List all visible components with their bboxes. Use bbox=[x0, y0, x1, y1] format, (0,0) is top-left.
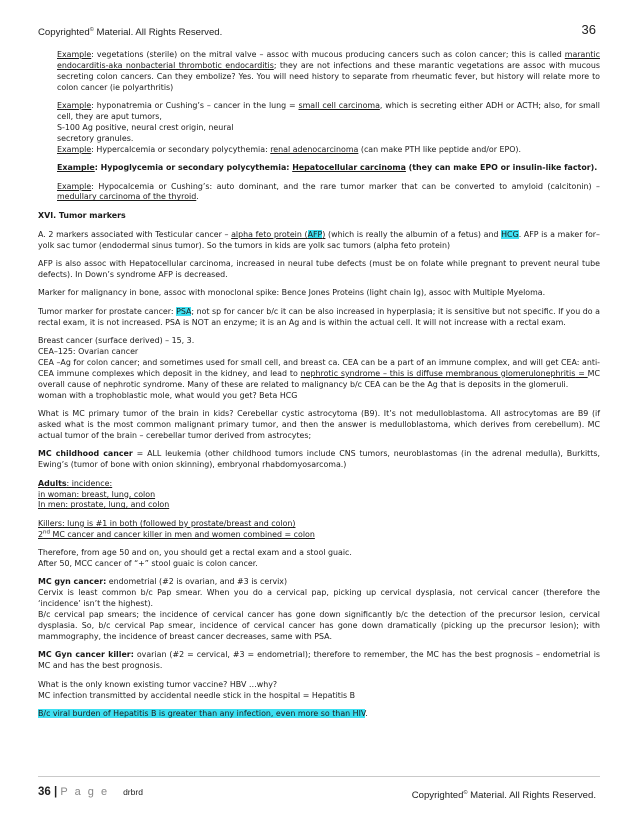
text: endometrial (#2 is ovarian, and #3 is cervix) bbox=[106, 577, 288, 587]
text: : vegetations (sterile) on the mitral valve – assoc with mucous producing cancers such as colon cancer; this is called bbox=[91, 50, 565, 59]
footer-copyright-text-rest: Material. All Rights Reserved. bbox=[467, 790, 596, 801]
text: MC overall cause of nephrotic syndrome. Many of these are related to malignancy b/c CEA can be the Ag that is deposits in the glomeruli. bbox=[38, 368, 600, 389]
text: MC infection transmitted by accidental needle stick in the hospital = Hepatitis B bbox=[38, 690, 356, 700]
paragraph-gyn-killer bbox=[38, 650, 600, 672]
header-copyright-text: Copyrighted bbox=[38, 27, 90, 38]
text: ovarian (#2 = cervical, #3 = endometrial); therefore to remember, the MC has the best prognosis – endometrial is MC and has the best prognosis. bbox=[38, 650, 600, 671]
highlight-hcg: HCG bbox=[501, 229, 519, 239]
paragraph-cea bbox=[38, 336, 600, 401]
text: What is the only known existing tumor vaccine? HBV …why? bbox=[38, 679, 278, 689]
text: , which is secreting either ADH or ACTH; also, for small cell, they are aput tumors, bbox=[57, 101, 600, 122]
text: After 50, MCC cancer of “+” stool guaic is colon cancer. bbox=[38, 559, 258, 569]
ordinal-suffix: nd bbox=[43, 529, 51, 536]
text: : Hypercalcemia or secondary polycythemia: bbox=[91, 144, 271, 154]
header-copyright bbox=[38, 27, 222, 38]
paragraph-hepatitis-b bbox=[38, 709, 600, 720]
footer-page-number: 36 bbox=[38, 786, 51, 798]
header-page-number: 36 bbox=[581, 22, 596, 37]
example-label: Example bbox=[57, 50, 92, 59]
text: secretory granules. bbox=[57, 133, 134, 143]
text: (which is really the albumin of a fetus) and bbox=[325, 229, 502, 239]
paragraph-medullary-example bbox=[38, 182, 600, 204]
term-mc-gyn-cancer: MC gyn cancer: bbox=[38, 577, 107, 587]
paragraph-killers bbox=[38, 519, 600, 541]
paragraph-psa bbox=[38, 307, 600, 329]
example-label: Example bbox=[57, 101, 92, 111]
footer-divider bbox=[38, 776, 600, 777]
text: woman with a trophoblastic mole, what would you get? Beta HCG bbox=[38, 390, 298, 400]
term-alpha-feto-protein: alpha feto protein ( bbox=[231, 229, 308, 239]
paragraph-rectal-exam bbox=[38, 548, 600, 570]
footer-author: drbrd bbox=[123, 787, 143, 797]
text: (can make PTH like peptide and/or EPO). bbox=[358, 144, 522, 154]
text: = ALL leukemia (other childhood tumors include CNS tumors, neuroblastomas (in the adrenal medulla), Burkitts, Ewing’s (tumor of bone with onion skinning), embryonal rhabdomyosarcoma.) bbox=[38, 449, 600, 470]
text: ; they are not infections and these marantic vegetations are assoc with mucous secreting colon cancers. Can they embolize? Yes. You will need history to separate from rheumatic fever, but history will relate more to colon cancer (ie polyarthritis) bbox=[57, 60, 600, 92]
text: CEA –Ag for colon cancer; and sometimes used for small cell, and breast ca. CEA can be a part of an immune complex, and will get CEA: anti-CEA immune complexes which deposit in the kidney, and lead to bbox=[38, 357, 600, 378]
text: Killers: lung is #1 in both (followed by prostate/breast and colon) bbox=[38, 518, 296, 528]
term-medullary-carcinoma: medullary carcinoma of the thyroid bbox=[57, 192, 197, 202]
paragraph-bence-jones: Marker for malignancy in bone, assoc with monoclonal spike: Bence Jones Proteins (light chain Ig), assoc with Multiple Myeloma. bbox=[38, 288, 546, 298]
text: = bbox=[575, 368, 588, 378]
text: : Hypoglycemia or secondary polycythemia: bbox=[94, 163, 293, 173]
text: Tumor marker for prostate cancer: bbox=[38, 306, 177, 316]
term-adults: Adults bbox=[38, 478, 67, 488]
text: Breast cancer (surface derived) – 15, 3. bbox=[38, 336, 195, 346]
footer-copyright bbox=[412, 790, 596, 801]
paragraph-testicular-markers bbox=[38, 230, 600, 252]
text: S-100 Ag positive, neural crest origin, neural bbox=[57, 122, 234, 132]
term-marantic-endocarditis: marantic endocarditis-aka nonbacterial thrombotic endocarditis bbox=[57, 50, 600, 70]
footer-page-label bbox=[38, 786, 143, 798]
paragraph-vaccine bbox=[38, 680, 600, 702]
paragraph-brain-tumor: What is MC primary tumor of the brain in kids? Cerebellar cystic astrocytoma (B9). It’s not medulloblastoma. All astrocytomas are B9 (if asked what is the most common malignant primary tumor, and then the answer is medulloblastoma, which derives from cerebellum). MC actual tumor of the brain – cerebellar tumor derived from astrocytes; bbox=[38, 409, 600, 440]
text: . AFP is a maker for–yolk sac tumor (endodermal sinus tumor). So the tumors in kids are yolk sac tumors (alpha feto protein) bbox=[38, 229, 600, 250]
term-hepatocellular-carcinoma: Hepatocellular carcinoma bbox=[292, 163, 406, 173]
paragraph-small-cell-example bbox=[38, 101, 600, 156]
header-copyright-symbol: © bbox=[89, 26, 94, 33]
text: in woman: breast, lung, colon bbox=[38, 489, 156, 499]
document-body bbox=[38, 50, 600, 727]
section-title-tumor-markers: XVI. Tumor markers bbox=[38, 210, 126, 220]
example-label: Example bbox=[57, 181, 92, 191]
text: Therefore, from age 50 and on, you should get a rectal exam and a stool guaic. bbox=[38, 548, 352, 558]
footer-separator: | bbox=[50, 786, 61, 798]
text: 2 bbox=[38, 529, 44, 539]
text: A. 2 markers associated with Testicular cancer – bbox=[38, 229, 232, 239]
example-label: Example bbox=[57, 144, 92, 154]
text: . bbox=[196, 192, 199, 202]
term-renal-adenocarcinoma: renal adenocarcinoma bbox=[270, 144, 359, 154]
highlight-psa: PSA bbox=[176, 306, 192, 316]
text: ; not sp for cancer b/c it can be also increased in hyperplasia; it is sensitive but not specific. If you do a rectal exam, it is not increased. PSA is NOT an enzyme; it is an Ag and is within the actual cell. It will not increase with a rectal exam. bbox=[38, 306, 600, 327]
text: . bbox=[365, 709, 368, 718]
paragraph-childhood-cancer bbox=[38, 449, 600, 471]
text bbox=[38, 530, 315, 539]
text: : hyponatremia or Cushing’s – cancer in the lung = bbox=[91, 101, 299, 111]
paragraph-hepatocellular-example bbox=[38, 163, 600, 174]
text: ) bbox=[322, 229, 326, 239]
term-mc-childhood-cancer: MC childhood cancer bbox=[38, 449, 133, 459]
highlight-afp: AFP bbox=[307, 229, 323, 239]
text: B/c cervical pap smears; the incidence of cervical cancer has gone down significantly b/c the detection of the precursor lesion, cervical dysplasia. So, b/c cervical Pap smear, incidence of cervical cancer has gone down dramatically (picking up the precursor lesion); with mammography, the incidence of breast cancer decreases, same with PSA. bbox=[38, 610, 600, 641]
paragraph-gyn-cancer bbox=[38, 577, 600, 642]
footer-copyright-text: Copyrighted bbox=[411, 790, 464, 801]
term-small-cell-carcinoma: small cell carcinoma bbox=[298, 101, 380, 111]
paragraph-adults-incidence bbox=[38, 479, 600, 512]
text: CEA–125: Ovarian cancer bbox=[38, 347, 139, 357]
example-label: Example bbox=[57, 163, 95, 173]
text: : incidence: bbox=[66, 478, 113, 488]
text: : Hypocalcemia or Cushing’s: auto dominant, and the rare tumor marker that can be converted to amyloid (calcitonin) – bbox=[91, 181, 600, 191]
footer-page-word: P a g e bbox=[60, 786, 110, 798]
term-mc-gyn-cancer-killer: MC Gyn cancer killer: bbox=[38, 650, 134, 660]
text: Cervix is least common b/c Pap smear. When you do a cervical pap, picking up cervical dysplasia, not cervical cancer (therefore the ‘incidence’ isn’t the highest). bbox=[38, 588, 600, 609]
header-copyright-text-rest: Material. All Rights Reserved. bbox=[93, 27, 223, 38]
paragraph-afp: AFP is also assoc with Hepatocellular carcinoma, increased in neural tube defects (must be on folate while pregnant to prevent neural tube defects). In Down’s syndrome AFP is decreased. bbox=[38, 259, 600, 279]
footer-copyright-symbol: © bbox=[463, 789, 468, 796]
text: In men: prostate, lung, and colon bbox=[38, 500, 170, 510]
term-nephrotic-syndrome: nephrotic syndrome – this is diffuse membranous glomerulonephritis bbox=[300, 368, 576, 378]
paragraph-marantic-example bbox=[38, 50, 600, 94]
text: (they can make EPO or insulin-like factor). bbox=[405, 163, 598, 173]
text: MC cancer and cancer killer in men and women combined = colon bbox=[50, 529, 315, 539]
highlight-hepatitis-b: B/c viral burden of Hepatitis B is greater than any infection, even more so than HIV bbox=[38, 709, 366, 718]
